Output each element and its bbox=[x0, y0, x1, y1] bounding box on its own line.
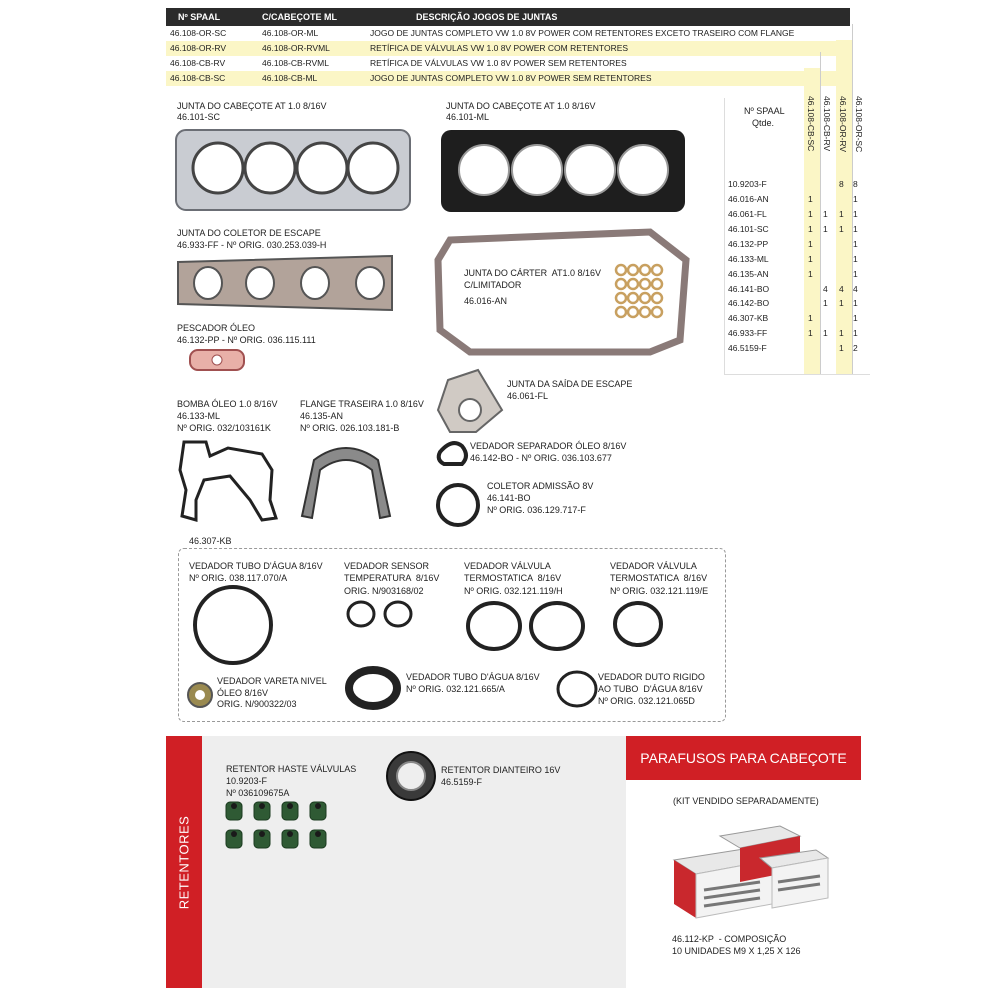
head-gasket-ml-image bbox=[441, 130, 685, 212]
label-bomba-title: BOMBA ÓLEO 1.0 8/16V bbox=[177, 399, 278, 409]
oil-pan-gasket-image bbox=[438, 232, 686, 352]
label-adm-code: 46.141-BO bbox=[487, 493, 531, 503]
row-desc: JOGO DE JUNTAS COMPLETO VW 1.0 8V POWER SEM RETENTORES bbox=[370, 73, 652, 83]
label-saida-title: JUNTA DA SAÍDA DE ESCAPE bbox=[507, 379, 633, 389]
row-desc: RETÍFICA DE VÁLVULAS VW 1.0 8V POWER COM RETENTORES bbox=[370, 43, 629, 53]
label-sensor-sub: TEMPERATURA 8/16V bbox=[344, 573, 440, 583]
label-cab-sc-title: JUNTA DO CABEÇOTE AT 1.0 8/16V bbox=[177, 101, 327, 111]
label-termo-h-title: VEDADOR VÁLVULA bbox=[464, 561, 551, 571]
row-spaal: 46.108-OR-RV bbox=[170, 43, 227, 53]
label-haste-orig: Nº 036109675A bbox=[226, 788, 290, 798]
row-cab: 46.108-CB-RVML bbox=[262, 58, 329, 68]
qty-row: 46.135-AN 1 1 bbox=[728, 269, 858, 279]
label-vareta-title: VEDADOR VARETA NIVEL bbox=[217, 676, 327, 686]
label-tubo-orig: Nº ORIG. 038.117.070/A bbox=[189, 573, 288, 583]
intake-manifold-ring-image bbox=[438, 485, 478, 525]
label-dianteiro-code: 46.5159-F bbox=[441, 777, 483, 787]
qty-row: 46.141-BO 4 4 4 bbox=[728, 284, 858, 294]
label-bomba-orig: Nº ORIG. 032/103161K bbox=[177, 423, 271, 433]
label-adm-orig: Nº ORIG. 036.129.717-F bbox=[487, 505, 586, 515]
qty-row: 46.101-SC 1 1 1 1 bbox=[728, 224, 858, 234]
label-adm-title: COLETOR ADMISSÃO 8V bbox=[487, 481, 594, 491]
label-duto-orig: Nº ORIG. 032.121.065D bbox=[598, 696, 695, 706]
label-carter-code: 46.016-AN bbox=[464, 296, 508, 306]
label-carter-sub: C/LIMITADOR bbox=[464, 280, 522, 290]
front-seal-image bbox=[387, 752, 435, 800]
label-vareta-sub: ÓLEO 8/16V bbox=[217, 688, 269, 698]
qty-row: 46.133-ML 1 1 bbox=[728, 254, 858, 264]
label-dianteiro-title: RETENTOR DIANTEIRO 16V bbox=[441, 765, 561, 775]
label-saida-code: 46.061-FL bbox=[507, 391, 549, 401]
qty-col-or-sc: 46.108-OR-SC bbox=[854, 96, 864, 153]
header-cabecote: C/CABEÇOTE ML bbox=[262, 12, 337, 22]
label-coletor-title: JUNTA DO COLETOR DE ESCAPE bbox=[177, 228, 321, 238]
label-duto-title: VEDADOR DUTO RIGIDO bbox=[598, 672, 705, 682]
label-kb-code: 46.307-KB bbox=[189, 536, 232, 546]
qty-row: 10.9203-F 8 8 bbox=[728, 179, 858, 189]
label-tubo2-orig: Nº ORIG. 032.121.665/A bbox=[406, 684, 505, 694]
row-spaal: 46.108-CB-SC bbox=[170, 73, 226, 83]
small-rings-image bbox=[616, 265, 662, 317]
label-bomba-code: 46.133-ML bbox=[177, 411, 221, 421]
row-desc: RETÍFICA DE VÁLVULAS VW 1.0 8V POWER SEM RETENTORES bbox=[370, 58, 627, 68]
label-sep-code: 46.142-BO - Nº ORIG. 036.103.677 bbox=[470, 453, 612, 463]
qty-row: 46.061-FL 1 1 1 1 bbox=[728, 209, 858, 219]
qty-row: 46.132-PP 1 1 bbox=[728, 239, 858, 249]
label-flange-title: FLANGE TRASEIRA 1.0 8/16V bbox=[300, 399, 424, 409]
label-cab-sc-code: 46.101-SC bbox=[177, 112, 221, 122]
label-haste-title: RETENTOR HASTE VÁLVULAS bbox=[226, 764, 357, 774]
header-descricao: DESCRIÇÃO JOGOS DE JUNTAS bbox=[416, 12, 558, 22]
row-cab: 46.108-OR-RVML bbox=[262, 43, 330, 53]
row-desc: JOGO DE JUNTAS COMPLETO VW 1.0 8V POWER COM RETENTORES EXCETO TRASEIRO COM FLANGE bbox=[370, 28, 795, 38]
qty-row: 46.933-FF 1 1 1 1 bbox=[728, 328, 858, 338]
header-spaal: Nº SPAAL bbox=[178, 12, 221, 22]
bolt-kit-boxes-image bbox=[660, 820, 840, 930]
parafusos-note: (KIT VENDIDO SEPARADAMENTE) bbox=[673, 796, 819, 806]
label-carter-title: JUNTA DO CÁRTER AT1.0 8/16V bbox=[464, 268, 602, 278]
qty-col-or-rv: 46.108-OR-RV bbox=[838, 96, 848, 153]
label-termo-e-sub: TERMOSTATICA 8/16V bbox=[610, 573, 708, 583]
exhaust-outlet-gasket-image bbox=[438, 370, 502, 432]
exhaust-manifold-gasket-image bbox=[178, 256, 392, 310]
qty-col-cb-sc: 46.108-CB-SC bbox=[806, 96, 816, 152]
retentores-side-label: RETENTORES bbox=[176, 815, 192, 909]
oil-pump-gasket-image bbox=[180, 442, 276, 520]
retentores-illustrations bbox=[166, 736, 626, 988]
head-gasket-sc-image bbox=[176, 130, 410, 210]
label-cab-ml-title: JUNTA DO CABEÇOTE AT 1.0 8/16V bbox=[446, 101, 596, 111]
parafusos-title: PARAFUSOS PARA CABEÇOTE bbox=[626, 736, 861, 780]
label-duto-sub: AO TUBO D'ÁGUA 8/16V bbox=[598, 684, 703, 694]
label-pescador-code: 46.132-PP - Nº ORIG. 036.115.111 bbox=[177, 335, 316, 345]
label-tubo-title: VEDADOR TUBO D'ÁGUA 8/16V bbox=[189, 561, 323, 571]
parafusos-code: 46.112-KP - COMPOSIÇÃO bbox=[672, 934, 787, 944]
label-tubo2-title: VEDADOR TUBO D'ÁGUA 8/16V bbox=[406, 672, 540, 682]
row-cab: 46.108-OR-ML bbox=[262, 28, 319, 38]
label-coletor-code: 46.933-FF - Nº ORIG. 030.253.039-H bbox=[177, 240, 327, 250]
label-termo-e-orig: Nº ORIG. 032.121.119/E bbox=[610, 586, 709, 596]
qty-row: 46.016-AN 1 1 bbox=[728, 194, 858, 204]
label-cab-ml-code: 46.101-ML bbox=[446, 112, 490, 122]
oil-pickup-gasket-image bbox=[190, 350, 244, 370]
qty-row: 46.5159-F 1 2 bbox=[728, 343, 858, 353]
qty-head-qtde: Qtde. bbox=[752, 118, 775, 128]
label-flange-code: 46.135-AN bbox=[300, 411, 344, 421]
label-haste-code: 10.9203-F bbox=[226, 776, 268, 786]
qty-row: 46.307-KB 1 1 bbox=[728, 313, 858, 323]
label-termo-h-orig: Nº ORIG. 032.121.119/H bbox=[464, 586, 563, 596]
qty-col-cb-rv: 46.108-CB-RV bbox=[822, 96, 832, 152]
qty-row: 46.142-BO 1 1 1 bbox=[728, 298, 858, 308]
valve-seals-image bbox=[226, 802, 326, 848]
parafusos-comp: 10 UNIDADES M9 X 1,25 X 126 bbox=[672, 946, 801, 956]
label-sensor-orig: ORIG. N/903168/02 bbox=[344, 586, 424, 596]
oil-separator-seal-image bbox=[439, 443, 466, 464]
row-spaal: 46.108-OR-SC bbox=[170, 28, 227, 38]
label-vareta-orig: ORIG. N/900322/03 bbox=[217, 699, 297, 709]
row-spaal: 46.108-CB-RV bbox=[170, 58, 226, 68]
label-termo-e-title: VEDADOR VÁLVULA bbox=[610, 561, 697, 571]
label-sep-title: VEDADOR SEPARADOR ÓLEO 8/16V bbox=[470, 441, 627, 451]
label-termo-h-sub: TERMOSTATICA 8/16V bbox=[464, 573, 562, 583]
rear-flange-gasket-image bbox=[302, 448, 390, 518]
row-cab: 46.108-CB-ML bbox=[262, 73, 318, 83]
qty-head-spaal: Nº SPAAL bbox=[744, 106, 785, 116]
label-pescador-title: PESCADOR ÓLEO bbox=[177, 323, 256, 333]
label-sensor-title: VEDADOR SENSOR bbox=[344, 561, 430, 571]
label-flange-orig: Nº ORIG. 026.103.181-B bbox=[300, 423, 400, 433]
